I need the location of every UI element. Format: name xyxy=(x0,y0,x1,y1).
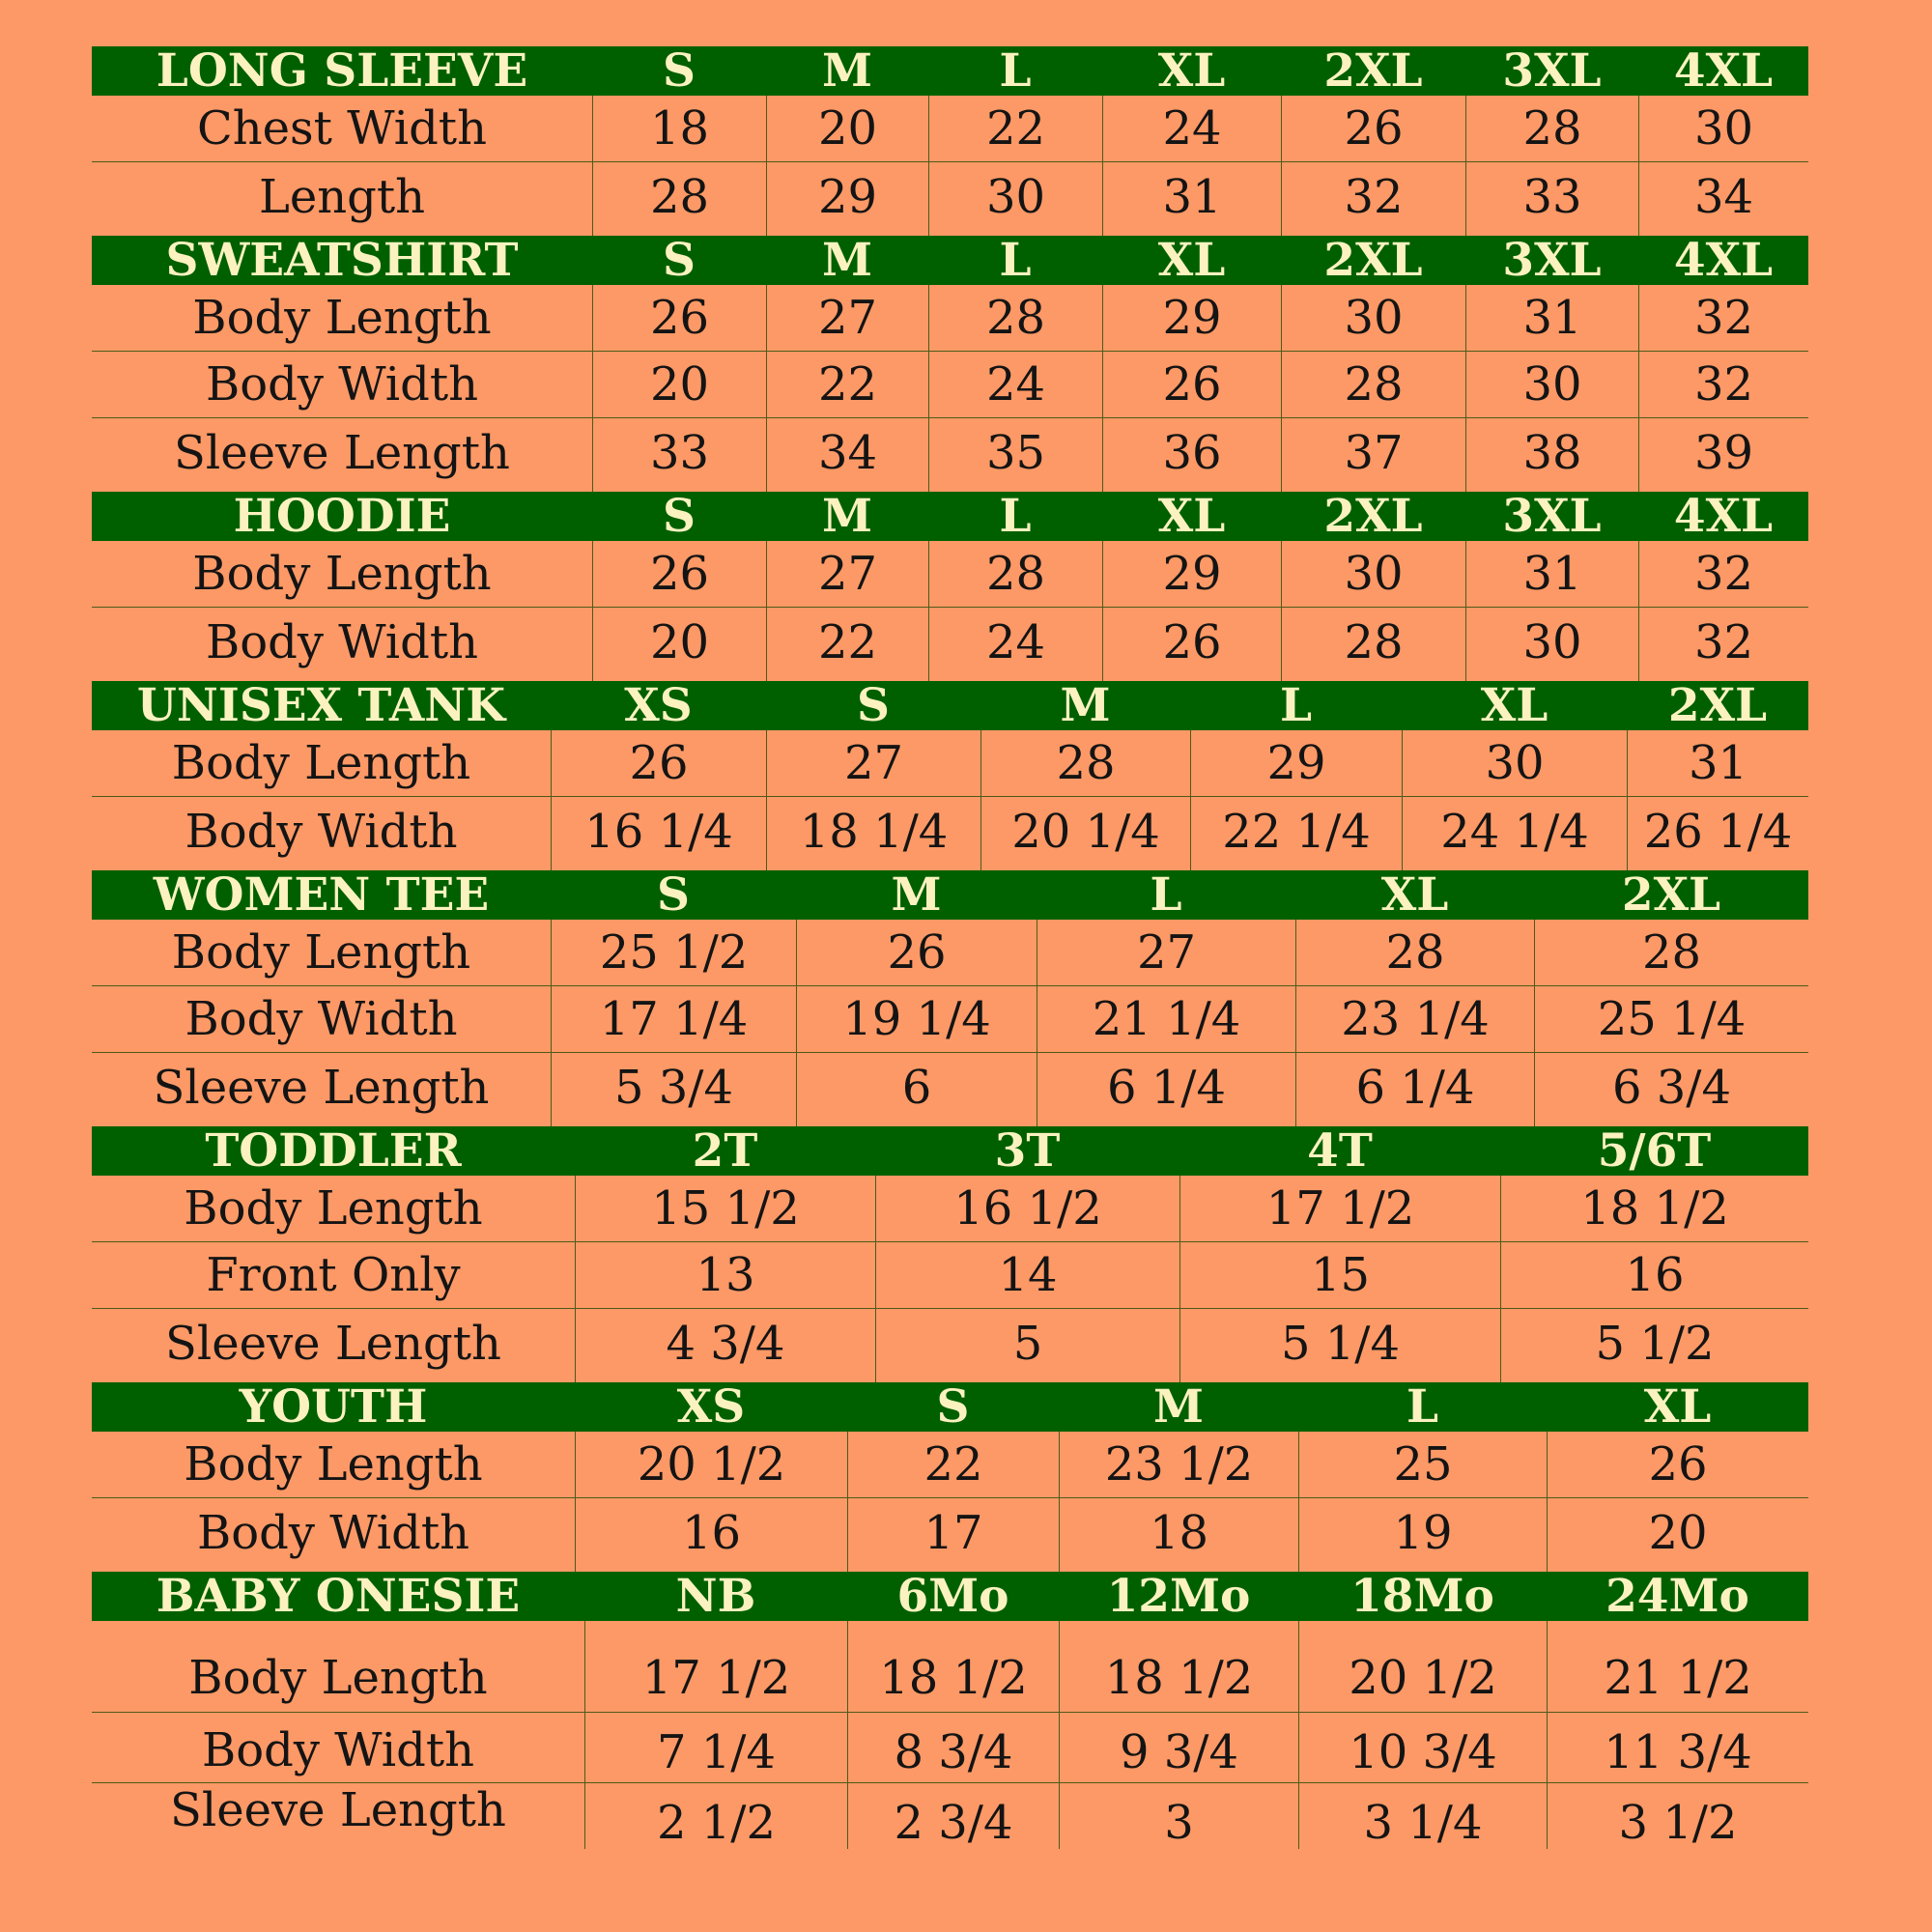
section-hoodie xyxy=(92,492,1808,681)
cell: 6 1/4 xyxy=(1295,1053,1534,1126)
cell: 32 xyxy=(1638,541,1808,607)
size-header: S xyxy=(936,1382,970,1432)
section-toddler xyxy=(92,1126,1808,1382)
table-row xyxy=(92,1783,1808,1849)
size-header: 4XL xyxy=(1673,236,1774,285)
row-label: Body Width xyxy=(185,992,458,1046)
cell: 25 1/2 xyxy=(551,920,796,985)
cell: 30 xyxy=(1402,730,1627,796)
row-label: Sleeve Length xyxy=(153,1061,490,1115)
size-header: M xyxy=(1152,1382,1205,1432)
table-row xyxy=(92,1498,1808,1572)
size-header: 2XL xyxy=(1621,870,1721,920)
section-title: UNISEX TANK xyxy=(136,681,506,730)
section-long-sleeve xyxy=(92,46,1808,236)
section-header xyxy=(92,870,1808,920)
cell: 31 xyxy=(1465,285,1638,351)
cell: 26 1/4 xyxy=(1627,797,1808,870)
cell: 3 1/2 xyxy=(1547,1783,1808,1849)
cell: 19 1/4 xyxy=(796,986,1037,1052)
size-header: S xyxy=(857,681,890,730)
section-title: WOMEN TEE xyxy=(153,870,490,920)
size-header: L xyxy=(999,236,1032,285)
cell: 20 xyxy=(592,608,766,681)
cell: 6 1/4 xyxy=(1037,1053,1295,1126)
size-header: 3T xyxy=(994,1126,1061,1176)
size-header: L xyxy=(999,46,1032,96)
section-header xyxy=(92,681,1808,730)
size-header: XL xyxy=(1157,46,1226,96)
cell: 28 xyxy=(980,730,1190,796)
cell: 13 xyxy=(575,1242,875,1308)
size-header: XL xyxy=(1157,492,1226,541)
size-header: L xyxy=(1279,681,1313,730)
cell: 28 xyxy=(1465,96,1638,161)
cell: 31 xyxy=(1627,730,1808,796)
cell: 20 xyxy=(766,96,928,161)
table-row xyxy=(92,352,1808,418)
cell: 31 xyxy=(1465,541,1638,607)
row-label: Body Length xyxy=(184,1437,483,1492)
section-baby-onesie xyxy=(92,1572,1808,1849)
cell: 23 1/4 xyxy=(1295,986,1534,1052)
section-title: TODDLER xyxy=(205,1126,462,1176)
cell: 30 xyxy=(1281,541,1465,607)
size-header: 3XL xyxy=(1502,46,1602,96)
row-label: Body Length xyxy=(192,291,492,345)
cell: 24 xyxy=(1102,96,1281,161)
row-label: Sleeve Length xyxy=(174,426,510,480)
cell: 30 xyxy=(1465,352,1638,417)
size-header: XS xyxy=(624,681,693,730)
size-header: 2XL xyxy=(1323,46,1423,96)
cell: 28 xyxy=(928,541,1102,607)
size-header: M xyxy=(1060,681,1111,730)
size-header: 18Mo xyxy=(1350,1572,1494,1621)
size-header: NB xyxy=(675,1572,756,1621)
cell: 18 1/4 xyxy=(766,797,980,870)
cell: 18 xyxy=(592,96,766,161)
size-header: 12Mo xyxy=(1106,1572,1251,1621)
cell: 25 xyxy=(1298,1432,1547,1497)
cell: 20 xyxy=(592,352,766,417)
cell: 8 3/4 xyxy=(847,1713,1059,1782)
cell: 29 xyxy=(766,162,928,236)
cell: 5 3/4 xyxy=(551,1053,796,1126)
cell: 30 xyxy=(928,162,1102,236)
cell: 21 1/2 xyxy=(1547,1621,1808,1712)
cell: 17 1/4 xyxy=(551,986,796,1052)
size-header: 3XL xyxy=(1502,492,1602,541)
size-chart xyxy=(92,46,1808,1849)
cell: 22 xyxy=(766,352,928,417)
cell: 31 xyxy=(1102,162,1281,236)
cell: 30 xyxy=(1281,285,1465,351)
size-header: L xyxy=(999,492,1032,541)
table-row xyxy=(92,418,1808,492)
row-label: Sleeve Length xyxy=(165,1317,501,1371)
cell: 29 xyxy=(1102,541,1281,607)
size-header: S xyxy=(657,870,690,920)
row-label: Body Width xyxy=(185,805,458,859)
table-row xyxy=(92,162,1808,236)
cell: 28 xyxy=(1295,920,1534,985)
cell: 27 xyxy=(1037,920,1295,985)
cell: 26 xyxy=(796,920,1037,985)
size-header: 4T xyxy=(1307,1126,1373,1176)
cell: 6 3/4 xyxy=(1534,1053,1808,1126)
section-header xyxy=(92,236,1808,285)
cell: 16 1/2 xyxy=(875,1176,1179,1241)
cell: 21 1/4 xyxy=(1037,986,1295,1052)
cell: 18 1/2 xyxy=(1059,1621,1298,1712)
cell: 27 xyxy=(766,285,928,351)
cell: 29 xyxy=(1190,730,1402,796)
cell: 26 xyxy=(592,541,766,607)
cell: 33 xyxy=(592,418,766,492)
cell: 16 xyxy=(575,1498,847,1572)
cell: 28 xyxy=(1281,352,1465,417)
cell: 3 xyxy=(1059,1783,1298,1849)
size-header: 24Mo xyxy=(1605,1572,1749,1621)
cell: 18 1/2 xyxy=(1500,1176,1808,1241)
section-header xyxy=(92,46,1808,96)
cell: 28 xyxy=(1534,920,1808,985)
table-row xyxy=(92,285,1808,352)
cell: 35 xyxy=(928,418,1102,492)
cell: 28 xyxy=(592,162,766,236)
size-header: XL xyxy=(1480,681,1548,730)
row-label: Body Width xyxy=(196,1506,470,1560)
cell: 26 xyxy=(1281,96,1465,161)
size-header: S xyxy=(663,236,696,285)
cell: 16 1/4 xyxy=(551,797,766,870)
cell: 26 xyxy=(551,730,766,796)
cell: 36 xyxy=(1102,418,1281,492)
table-row xyxy=(92,797,1808,870)
section-title: HOODIE xyxy=(233,492,451,541)
size-header: 6Mo xyxy=(896,1572,1009,1621)
cell: 25 1/4 xyxy=(1534,986,1808,1052)
section-youth xyxy=(92,1382,1808,1572)
cell: 16 xyxy=(1500,1242,1808,1308)
size-header: S xyxy=(663,492,696,541)
size-header: 2XL xyxy=(1667,681,1768,730)
cell: 2 3/4 xyxy=(847,1783,1059,1849)
table-row xyxy=(92,96,1808,162)
cell: 23 1/2 xyxy=(1059,1432,1298,1497)
row-label: Body Length xyxy=(184,1181,483,1236)
cell: 27 xyxy=(766,541,928,607)
size-header: S xyxy=(663,46,696,96)
cell: 24 xyxy=(928,608,1102,681)
cell: 10 3/4 xyxy=(1298,1713,1547,1782)
table-row xyxy=(92,608,1808,681)
cell: 6 xyxy=(796,1053,1037,1126)
table-row xyxy=(92,1242,1808,1309)
size-header: L xyxy=(1406,1382,1439,1432)
section-header xyxy=(92,1572,1808,1621)
cell: 26 xyxy=(1102,352,1281,417)
table-row xyxy=(92,730,1808,797)
section-title: BABY ONESIE xyxy=(156,1572,521,1621)
cell: 30 xyxy=(1465,608,1638,681)
table-row xyxy=(92,1713,1808,1783)
cell: 27 xyxy=(766,730,980,796)
table-row xyxy=(92,1053,1808,1126)
cell: 22 xyxy=(928,96,1102,161)
cell: 39 xyxy=(1638,418,1808,492)
size-header: M xyxy=(821,492,873,541)
cell: 32 xyxy=(1638,608,1808,681)
cell: 14 xyxy=(875,1242,1179,1308)
cell: 15 xyxy=(1179,1242,1500,1308)
section-title: SWEATSHIRT xyxy=(165,236,519,285)
cell: 32 xyxy=(1638,285,1808,351)
cell: 17 1/2 xyxy=(1179,1176,1500,1241)
cell: 38 xyxy=(1465,418,1638,492)
cell: 30 xyxy=(1638,96,1808,161)
size-header: L xyxy=(1150,870,1182,920)
cell: 4 3/4 xyxy=(575,1309,875,1382)
cell: 37 xyxy=(1281,418,1465,492)
row-label: Body Length xyxy=(171,736,471,790)
cell: 24 xyxy=(928,352,1102,417)
cell: 26 xyxy=(1547,1432,1808,1497)
section-sweatshirt xyxy=(92,236,1808,492)
cell: 28 xyxy=(928,285,1102,351)
row-label: Sleeve Length xyxy=(170,1783,506,1837)
cell: 11 3/4 xyxy=(1547,1713,1808,1782)
size-header: 2T xyxy=(692,1126,758,1176)
section-header xyxy=(92,492,1808,541)
size-header: M xyxy=(821,46,873,96)
cell: 20 1/4 xyxy=(980,797,1190,870)
row-label: Body Length xyxy=(171,925,471,980)
cell: 7 1/4 xyxy=(584,1713,847,1782)
cell: 32 xyxy=(1638,352,1808,417)
size-header: XL xyxy=(1643,1382,1712,1432)
row-label: Body Width xyxy=(205,615,479,669)
size-header: 4XL xyxy=(1673,46,1774,96)
cell: 2 1/2 xyxy=(584,1783,847,1849)
cell: 3 1/4 xyxy=(1298,1783,1547,1849)
row-label: Body Length xyxy=(188,1651,488,1705)
section-header xyxy=(92,1382,1808,1432)
size-header: XS xyxy=(676,1382,746,1432)
size-header: 3XL xyxy=(1502,236,1602,285)
row-label: Front Only xyxy=(206,1248,461,1302)
size-header: XL xyxy=(1380,870,1449,920)
cell: 26 xyxy=(592,285,766,351)
section-title: LONG SLEEVE xyxy=(156,46,528,96)
size-header: 2XL xyxy=(1323,492,1423,541)
cell: 22 1/4 xyxy=(1190,797,1402,870)
size-header: 4XL xyxy=(1673,492,1774,541)
size-header: XL xyxy=(1157,236,1226,285)
row-label: Body Width xyxy=(201,1723,475,1777)
table-row xyxy=(92,1176,1808,1242)
row-label: Chest Width xyxy=(197,101,487,156)
table-row xyxy=(92,541,1808,608)
cell: 5 xyxy=(875,1309,1179,1382)
cell: 18 xyxy=(1059,1498,1298,1572)
cell: 18 1/2 xyxy=(847,1621,1059,1712)
cell: 28 xyxy=(1281,608,1465,681)
section-women-tee xyxy=(92,870,1808,1126)
row-label: Length xyxy=(258,170,426,224)
cell: 32 xyxy=(1281,162,1465,236)
size-header: 5/6T xyxy=(1597,1126,1712,1176)
section-unisex-tank xyxy=(92,681,1808,870)
cell: 17 1/2 xyxy=(584,1621,847,1712)
row-label: Body Width xyxy=(205,357,479,412)
row-label: Body Length xyxy=(192,547,492,601)
cell: 34 xyxy=(1638,162,1808,236)
size-header: 2XL xyxy=(1323,236,1423,285)
table-row xyxy=(92,1309,1808,1382)
cell: 26 xyxy=(1102,608,1281,681)
table-row xyxy=(92,986,1808,1053)
size-header: M xyxy=(891,870,942,920)
cell: 22 xyxy=(766,608,928,681)
table-row xyxy=(92,1432,1808,1498)
section-header xyxy=(92,1126,1808,1176)
size-header: M xyxy=(821,236,873,285)
cell: 19 xyxy=(1298,1498,1547,1572)
cell: 20 1/2 xyxy=(575,1432,847,1497)
table-row xyxy=(92,1621,1808,1713)
cell: 29 xyxy=(1102,285,1281,351)
cell: 15 1/2 xyxy=(575,1176,875,1241)
cell: 20 xyxy=(1547,1498,1808,1572)
cell: 22 xyxy=(847,1432,1059,1497)
cell: 34 xyxy=(766,418,928,492)
table-row xyxy=(92,920,1808,986)
cell: 20 1/2 xyxy=(1298,1621,1547,1712)
cell: 9 3/4 xyxy=(1059,1713,1298,1782)
cell: 5 1/4 xyxy=(1179,1309,1500,1382)
cell: 5 1/2 xyxy=(1500,1309,1808,1382)
cell: 24 1/4 xyxy=(1402,797,1627,870)
cell: 33 xyxy=(1465,162,1638,236)
cell: 17 xyxy=(847,1498,1059,1572)
section-title: YOUTH xyxy=(239,1382,428,1432)
